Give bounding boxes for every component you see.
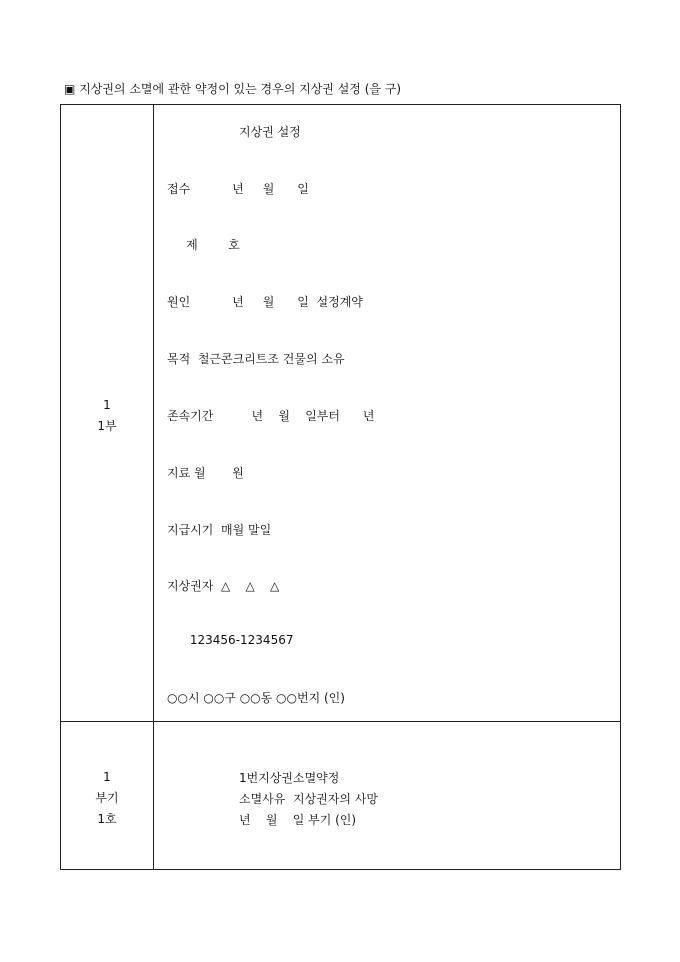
row-divider — [61, 721, 620, 722]
row2-section: 부기 — [95, 791, 119, 805]
row1-line-address: ○○시 ○○구 ○○동 ○○번지 (인) — [167, 691, 345, 705]
row2-order: 1 — [103, 770, 111, 784]
column-divider — [153, 105, 154, 869]
row2-label — [61, 767, 153, 830]
row1-line-holder: 지상권자 △ △ △ — [167, 579, 280, 593]
row1-line-heading: 지상권 설정 — [239, 125, 301, 139]
row1-line-payment-time: 지급시기 매월 말일 — [167, 523, 272, 537]
row1-line-receipt: 접수 년 월 일 — [167, 182, 309, 196]
row1-line-purpose: 목적 철근콘크리트조 건물의 소유 — [167, 352, 345, 366]
row1-line-number: 제 호 — [167, 238, 240, 252]
row1-section: 1부 — [97, 419, 117, 433]
row1-line-id-number: 123456-1234567 — [167, 633, 294, 647]
row2-number: 1호 — [97, 812, 117, 826]
row2-line-date: 년 월 일 부기 (인) — [239, 813, 357, 827]
register-table — [60, 104, 621, 870]
row1-order: 1 — [103, 398, 111, 412]
row2-line-title: 1번지상권소멸약정 — [239, 771, 340, 785]
document-title: ▣ 지상권의 소멸에 관한 약정이 있는 경우의 지상권 설정 (을 구) — [64, 82, 402, 96]
row1-line-duration: 존속기간 년 월 일부터 년 — [167, 409, 375, 423]
row1-label — [61, 395, 153, 437]
row2-line-reason: 소멸사유 지상권자의 사망 — [239, 792, 378, 806]
row1-line-rent: 지료 월 원 — [167, 466, 244, 480]
row1-line-cause: 원인 년 월 일 설정계약 — [167, 295, 363, 309]
